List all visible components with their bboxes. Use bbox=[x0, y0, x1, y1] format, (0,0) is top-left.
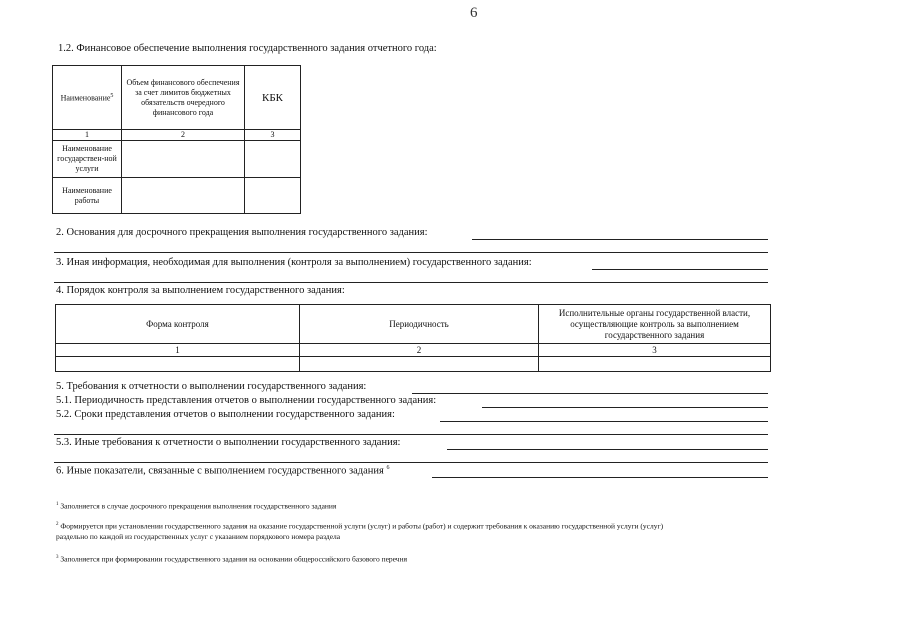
row-work-name: Наименование работы bbox=[53, 178, 122, 214]
section-4-text: 4. Порядок контроля за выполнением государственного задания: bbox=[56, 285, 345, 296]
footnote-1-text: Заполняется в случае досрочного прекращения выполнения государственного задания bbox=[60, 501, 337, 511]
section-5-2-fill-line[interactable] bbox=[440, 421, 768, 422]
footnote-3-text: Заполняется при формировании государственного задания на основании общероссийского базового перечня bbox=[60, 554, 408, 564]
footnote-3-num: 3 bbox=[56, 555, 59, 560]
section-2-fill-line[interactable] bbox=[472, 239, 768, 240]
section-5-3-text: 5.3. Иные требования к отчетности о выполнении государственного задания: bbox=[56, 437, 401, 448]
col-number-2: 2 bbox=[122, 130, 245, 141]
section-5-1-fill-line[interactable] bbox=[482, 407, 768, 408]
footnote-2-continued: раздельно по каждой из государственных услуг с указанием порядкового номера раздела bbox=[56, 532, 341, 541]
section-5-3-fill-line[interactable] bbox=[447, 449, 768, 450]
ctrl-col-number-3: 3 bbox=[539, 344, 771, 357]
header-periodicity: Периодичность bbox=[300, 305, 539, 344]
header-kbk: КБК bbox=[245, 66, 301, 130]
section-2-text: 2. Основания для досрочного прекращения выполнения государственного задания: bbox=[56, 227, 428, 238]
footnote-2-num: 2 bbox=[56, 522, 59, 527]
footnote-3 bbox=[56, 552, 407, 565]
col-number-1: 1 bbox=[53, 130, 122, 141]
section-6-text-wrap bbox=[56, 465, 389, 477]
row-work-kbk[interactable] bbox=[245, 178, 301, 214]
row-service-name: Наименование государствен-ной услуги bbox=[53, 141, 122, 178]
section-5-3-separator bbox=[54, 462, 768, 463]
footnote-1-num: 1 bbox=[56, 502, 59, 507]
footnote-2-text: Формируется при установлении государственного задания на оказание государственной услуги (услуг) и работы (работ) и содержит требования к оказанию государственной услуги (услуг) bbox=[60, 521, 664, 531]
header-name-cell bbox=[53, 66, 122, 130]
finance-table bbox=[52, 65, 301, 214]
footnote-2 bbox=[56, 519, 663, 532]
section-6-fill-line[interactable] bbox=[432, 477, 768, 478]
header-control-form: Форма контроля bbox=[56, 305, 300, 344]
section-6-sup: 6 bbox=[386, 465, 390, 471]
row-service-kbk[interactable] bbox=[245, 141, 301, 178]
section-5-1-text: 5.1. Периодичность представления отчетов о выполнении государственного задания: bbox=[56, 395, 437, 406]
section-3-text: 3. Иная информация, необходимая для выполнения (контроля за выполнением) государственного задания: bbox=[56, 257, 532, 268]
page-number: 6 bbox=[470, 5, 478, 21]
row-work-volume[interactable] bbox=[122, 178, 245, 214]
section-5-fill-line[interactable] bbox=[412, 393, 768, 394]
section-5-2-text: 5.2. Сроки представления отчетов о выполнении государственного задания: bbox=[56, 409, 395, 420]
ctrl-row-bodies[interactable] bbox=[539, 357, 771, 372]
header-control-bodies: Исполнительные органы государственной власти, осуществляющие контроль за выполнением государственного задания bbox=[539, 305, 771, 344]
section-5-text: 5. Требования к отчетности о выполнении государственного задания: bbox=[56, 381, 367, 392]
header-name-sup: 5 bbox=[110, 93, 114, 100]
control-table bbox=[55, 304, 771, 372]
section-1-2-title: 1.2. Финансовое обеспечение выполнения государственного задания отчетного года: bbox=[58, 43, 437, 54]
ctrl-col-number-2: 2 bbox=[300, 344, 539, 357]
ctrl-row-form[interactable] bbox=[56, 357, 300, 372]
ctrl-row-periodicity[interactable] bbox=[300, 357, 539, 372]
row-service-volume[interactable] bbox=[122, 141, 245, 178]
header-name: Наименование bbox=[60, 93, 111, 103]
section-6-text: 6. Иные показатели, связанные с выполнением государственного задания bbox=[56, 465, 384, 477]
footnote-1 bbox=[56, 499, 336, 512]
ctrl-col-number-1: 1 bbox=[56, 344, 300, 357]
header-volume: Объем финансового обеспечения за счет лимитов бюджетных обязательств очередного финансового года bbox=[122, 66, 245, 130]
col-number-3: 3 bbox=[245, 130, 301, 141]
section-2-separator bbox=[54, 252, 768, 253]
section-5-2-separator bbox=[54, 434, 768, 435]
section-3-separator bbox=[54, 282, 768, 283]
section-3-fill-line[interactable] bbox=[592, 269, 768, 270]
